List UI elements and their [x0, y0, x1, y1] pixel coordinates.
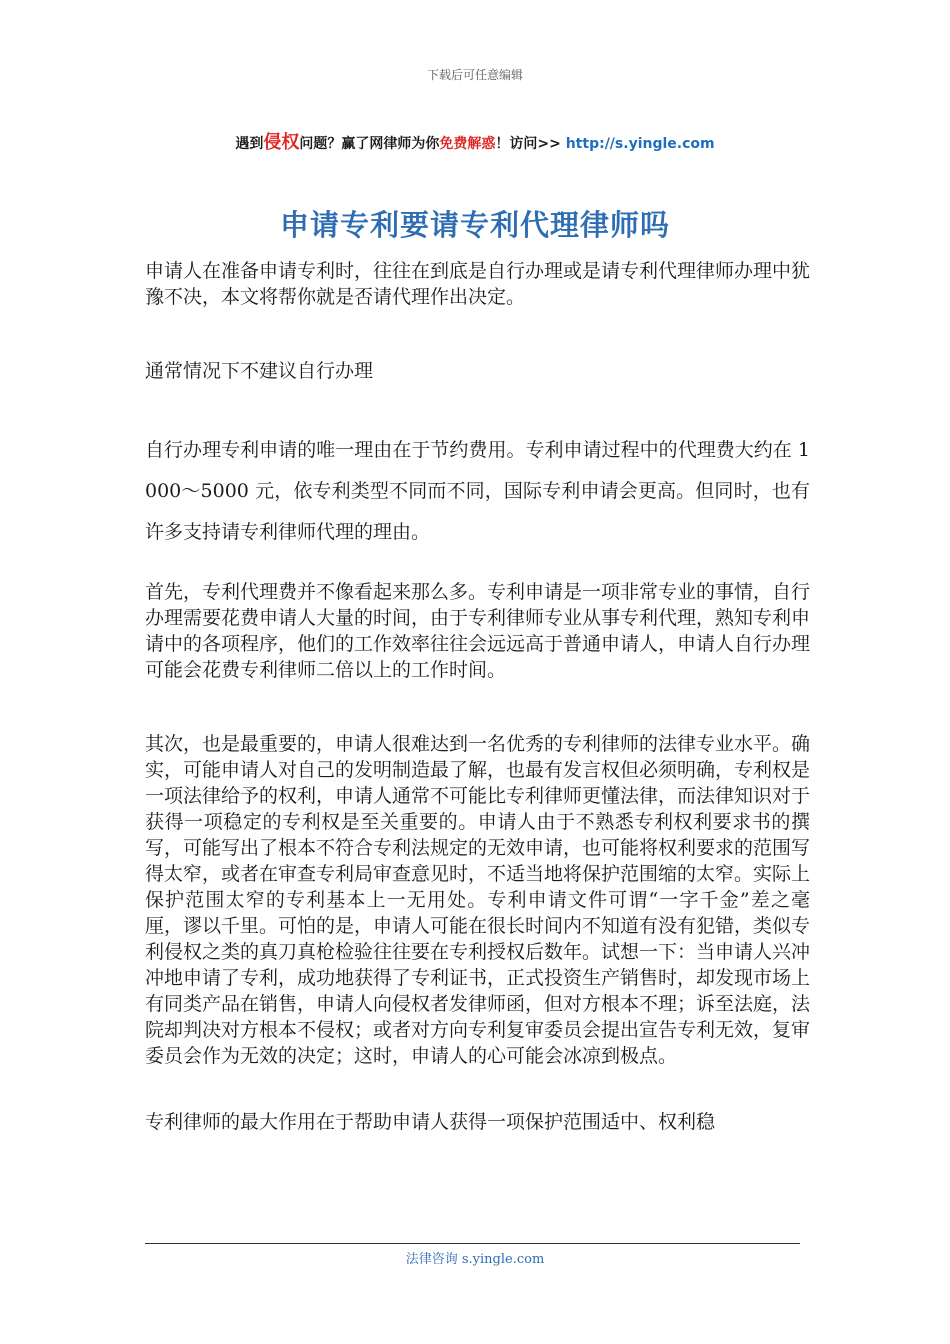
paragraph-intro: 申请人在准备申请专利时，往往在到底是自行办理或是请专利代理律师办理中犹豫不决，本文将帮你就是否请代理作出决定。 [145, 260, 811, 308]
promo-highlight-infringement: 侵权 [263, 132, 300, 153]
promo-text-3: ！访问>> [495, 136, 566, 152]
paragraph-lawyer-role: 专利律师的最大作用在于帮助申请人获得一项保护范围适中、权利稳 [145, 1111, 716, 1133]
article-title: 申请专利要请专利代理律师吗 [279, 208, 670, 242]
promo-banner [0, 128, 950, 154]
promo-highlight-free: 免费解惑 [439, 136, 496, 152]
paragraph-cost: 自行办理专利申请的唯一理由在于节约费用。专利申请过程中的代理费大约在 1000～5000 元，依专利类型不同而不同，国际专利申请会更高。但同时，也有许多支持请专利律师代理的理由。 [145, 439, 810, 543]
download-note: 下载后可任意编辑 [426, 68, 523, 82]
promo-text-2: 问题？赢了网律师为你 [299, 136, 440, 152]
footer-divider [145, 1243, 800, 1244]
promo-link[interactable]: http://s.yingle.com [565, 136, 715, 152]
paragraph-subheading: 通常情况下不建议自行办理 [145, 360, 374, 382]
promo-text-1: 遇到 [235, 136, 264, 152]
paragraph-second-reason: 其次，也是最重要的，申请人很难达到一名优秀的专利律师的法律专业水平。确实，可能申请人对自己的发明制造最了解，也最有发言权但必须明确，专利权是一项法律给予的权利，申请人通常不可能比专利律师更懂法律，而法律知识对于获得一项稳定的专利权是至关重要的。申请人由于不熟悉专利权利要求书的撰写，可能写出了根本不符合专利法规定的无效申请，也可能将权利要求的范围写得太窄，或者在审查专利局审查意见时，不适当地将保护范围缩的太窄。实际上保护范围太窄的专利基本上一无用处。专利申请文件可谓“一字千金”差之毫厘，谬以千里。可怕的是，申请人可能在很长时间内不知道有没有犯错，类似专利侵权之类的真刀真枪检验往往要在专利授权后数年。试想一下：当申请人兴冲冲地申请了专利，成功地获得了专利证书，正式投资生产销售时，却发现市场上有同类产品在销售，申请人向侵权者发律师函，但对方根本不理；诉至法庭，法院却判决对方根本不侵权；或者对方向专利复审委员会提出宣告专利无效，复审委员会作为无效的决定；这时，申请人的心可能会冰凉到极点。 [145, 733, 811, 1067]
footer-text[interactable]: 法律咨询 s.yingle.com [405, 1252, 545, 1267]
paragraph-first-reason: 首先，专利代理费并不像看起来那么多。专利申请是一项非常专业的事情，自行办理需要花费申请人大量的时间，由于专利律师专业从事专利代理，熟知专利申请中的各项程序，他们的工作效率往往会远远高于普通申请人，申请人自行办理可能会花费专利律师二倍以上的工作时间。 [145, 581, 811, 681]
article-body [145, 258, 810, 1135]
